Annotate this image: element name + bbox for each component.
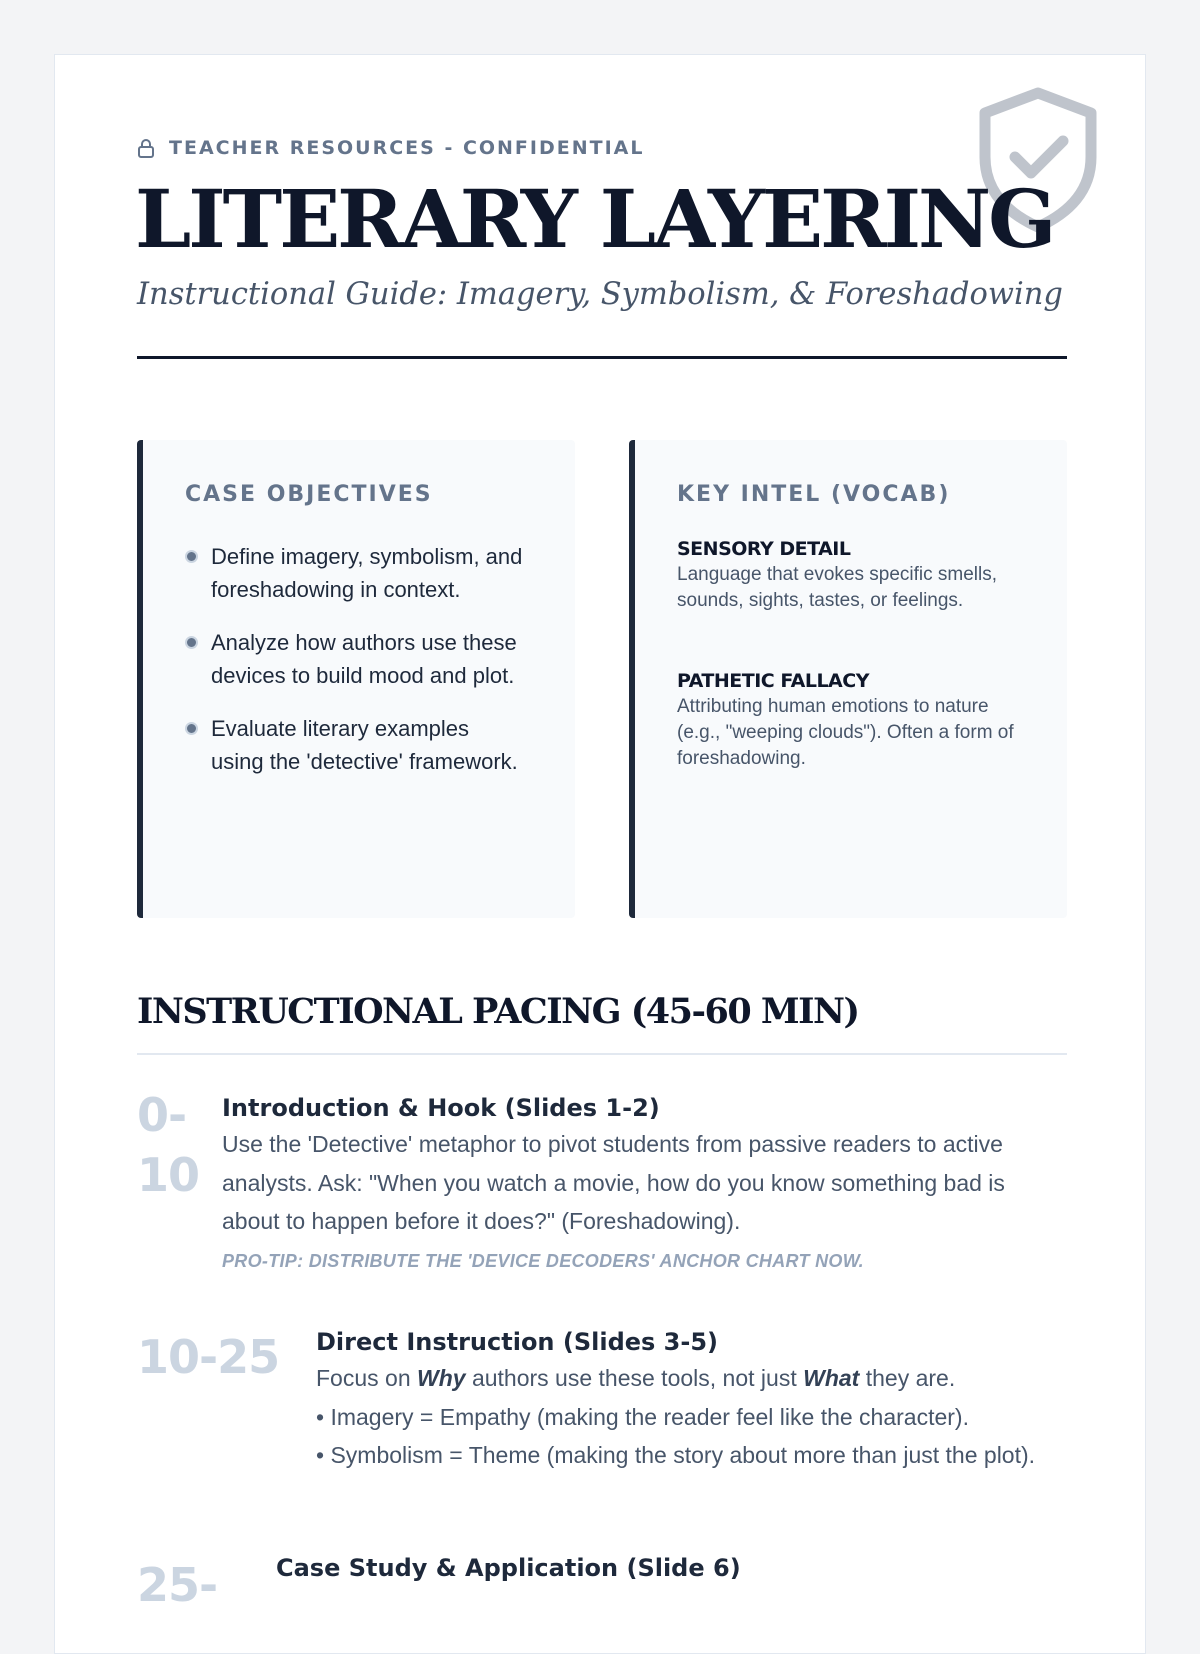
page-subtitle: Instructional Guide: Imagery, Symbolism, & Foreshadowing: [137, 277, 1063, 312]
step-time: 10-25: [137, 1330, 280, 1384]
step-title: Case Study & Application (Slide 6): [276, 1554, 741, 1582]
list-item: [185, 540, 525, 606]
vocab-definition: Language that evokes specific smells, sounds, sights, tastes, or feelings.: [677, 564, 998, 611]
bullet-icon: [185, 550, 198, 563]
step-title: Direct Instruction (Slides 3-5): [316, 1328, 718, 1356]
objectives-card: [137, 440, 575, 918]
lock-icon: [137, 138, 155, 158]
vocab-card: [629, 440, 1067, 918]
step-description: Use the 'Detective' metaphor to pivot students from passive readers to active analysts. Ask: "When you watch a movie, how do you know something bad is about to happen before it does?" (Foreshadowing).: [222, 1131, 1005, 1234]
focus-emphasis: Why: [417, 1365, 466, 1391]
focus-emphasis: What: [803, 1365, 860, 1391]
pacing-heading: INSTRUCTIONAL PACING (45-60 MIN): [137, 991, 859, 1032]
objectives-list: [185, 540, 525, 798]
focus-text: they are.: [865, 1365, 956, 1391]
list-item: [185, 712, 525, 778]
document-page: [54, 54, 1146, 1654]
list-item: [185, 626, 525, 692]
bullet-icon: [185, 636, 198, 649]
vocab-definition: Attributing human emotions to nature (e.g., "weeping clouds"). Often a form of foreshadowing.: [677, 696, 1014, 769]
focus-text: authors use these tools, not just: [471, 1365, 797, 1391]
step-bullet: • Symbolism = Theme (making the story about more than just the plot).: [316, 1442, 1036, 1468]
page-title: LITERARY LAYERING: [135, 172, 1054, 266]
step-focus: [316, 1359, 1056, 1398]
bullet-icon: [185, 722, 198, 735]
header-divider: [137, 356, 1067, 359]
pacing-step: [222, 1091, 1022, 1272]
confidential-label: TEACHER RESOURCES - CONFIDENTIAL: [169, 137, 645, 159]
objective-text: Analyze how authors use these devices to build mood and plot.: [211, 630, 517, 688]
objectives-heading: CASE OBJECTIVES: [185, 482, 433, 507]
focus-text: Focus on: [316, 1365, 411, 1391]
step-bullet: • Imagery = Empathy (making the reader feel like the character).: [316, 1403, 969, 1430]
vocab-term: SENSORY DETAIL: [677, 538, 851, 560]
pacing-step: [316, 1325, 1056, 1475]
vocab-heading: KEY INTEL (VOCAB): [677, 482, 951, 507]
vocab-entry: [677, 668, 1037, 772]
vocab-entry: [677, 536, 1037, 614]
objective-text: Evaluate literary examples using the 'detective' framework.: [211, 716, 518, 774]
step-title: Introduction & Hook (Slides 1-2): [222, 1094, 660, 1122]
pro-tip: PRO-TIP: DISTRIBUTE THE 'DEVICE DECODERS' ANCHOR CHART NOW.: [222, 1250, 864, 1271]
step-time: 25-: [137, 1558, 218, 1612]
objective-text: Define imagery, symbolism, and foreshadowing in context.: [211, 544, 523, 602]
step-time: 0-10: [137, 1088, 200, 1202]
pacing-step: [276, 1551, 1036, 1585]
pacing-divider: [137, 1053, 1067, 1055]
vocab-term: PATHETIC FALLACY: [677, 670, 869, 692]
confidential-banner: [137, 137, 644, 159]
